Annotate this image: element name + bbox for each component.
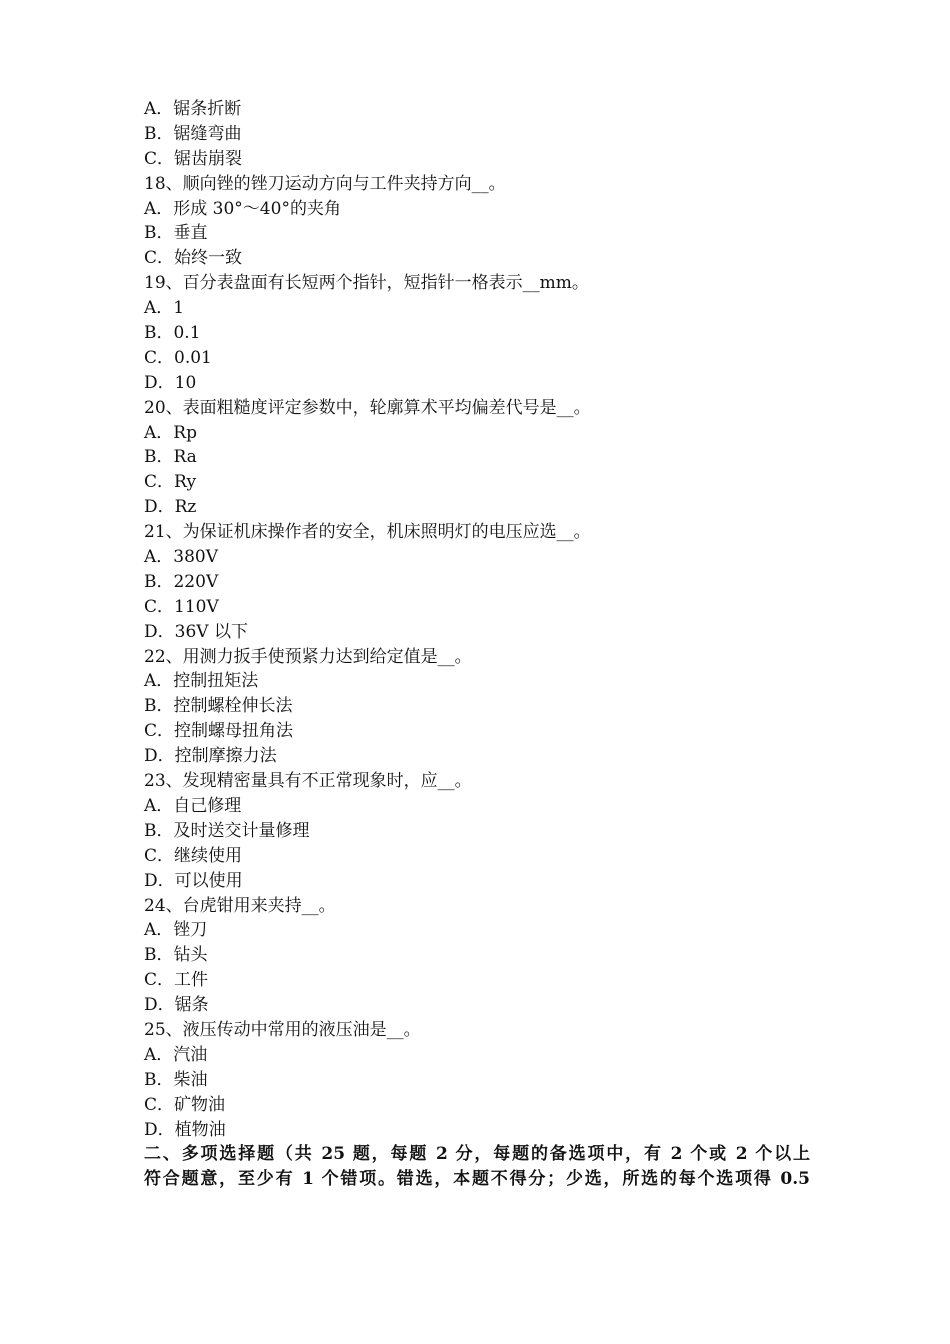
text-line: C．矿物油 bbox=[144, 1094, 226, 1115]
section-heading-line-1: 二、多项选择题（共 25 题，每题 2 分，每题的备选项中，有 2 个或 2 个以上 bbox=[144, 1144, 810, 1165]
question-line: 20、表面粗糙度评定参数中，轮廓算术平均偏差代号是__。 bbox=[144, 397, 591, 418]
text-line: B．Ra bbox=[144, 447, 197, 468]
text-line: B．0.1 bbox=[144, 323, 201, 344]
text-line: A．锉刀 bbox=[144, 920, 208, 941]
text-line: D．可以使用 bbox=[144, 870, 243, 891]
text-line: A．控制扭矩法 bbox=[144, 671, 259, 692]
question-line: 24、台虎钳用来夹持__。 bbox=[144, 895, 336, 916]
question-line: 23、发现精密量具有不正常现象时，应__。 bbox=[144, 771, 472, 792]
text-line: B．锯缝弯曲 bbox=[144, 123, 242, 144]
text-line: A．形成 30°～40°的夹角 bbox=[144, 198, 341, 219]
text-line: B．柴油 bbox=[144, 1069, 208, 1090]
text-line: C．始终一致 bbox=[144, 248, 243, 269]
text-line: D．植物油 bbox=[144, 1119, 226, 1140]
text-line: C．工件 bbox=[144, 970, 209, 991]
text-line: B．钻头 bbox=[144, 945, 208, 966]
text-line: B．控制螺栓伸长法 bbox=[144, 696, 293, 717]
text-line: C．Ry bbox=[144, 472, 197, 493]
text-line: A．Rp bbox=[144, 422, 197, 443]
text-line: D．10 bbox=[144, 372, 197, 393]
text-line: D．36V 以下 bbox=[144, 621, 248, 642]
question-line: 25、液压传动中常用的液压油是__。 bbox=[144, 1019, 421, 1040]
question-line: 19、百分表盘面有长短两个指针，短指针一格表示__mm。 bbox=[144, 273, 589, 294]
text-line: D．Rz bbox=[144, 497, 197, 518]
text-line: D．锯条 bbox=[144, 995, 209, 1016]
text-line: C．锯齿崩裂 bbox=[144, 148, 243, 169]
text-line: A．380V bbox=[144, 547, 219, 568]
section-heading-line-2: 符合题意，至少有 1 个错项。错选，本题不得分；少选，所选的每个选项得 0.5 bbox=[144, 1169, 810, 1190]
text-line: D．控制摩擦力法 bbox=[144, 746, 277, 767]
text-line: C．继续使用 bbox=[144, 845, 243, 866]
text-line: A．汽油 bbox=[144, 1044, 208, 1065]
text-line: C．控制螺母扭角法 bbox=[144, 721, 294, 742]
text-line: B．垂直 bbox=[144, 223, 208, 244]
text-line: B．220V bbox=[144, 571, 219, 592]
text-line: C．110V bbox=[144, 596, 219, 617]
question-line: 18、顺向锉的锉刀运动方向与工件夹持方向__。 bbox=[144, 173, 506, 194]
document-page bbox=[144, 97, 810, 1192]
text-line: C．0.01 bbox=[144, 347, 212, 368]
text-line: A．锯条折断 bbox=[144, 99, 242, 119]
text-line: B．及时送交计量修理 bbox=[144, 820, 310, 841]
question-line: 21、为保证机床操作者的安全，机床照明灯的电压应选__。 bbox=[144, 522, 591, 543]
text-line: A．1 bbox=[144, 298, 185, 319]
question-line: 22、用测力扳手使预紧力达到给定值是__。 bbox=[144, 646, 472, 667]
text-line: A．自己修理 bbox=[144, 795, 242, 816]
